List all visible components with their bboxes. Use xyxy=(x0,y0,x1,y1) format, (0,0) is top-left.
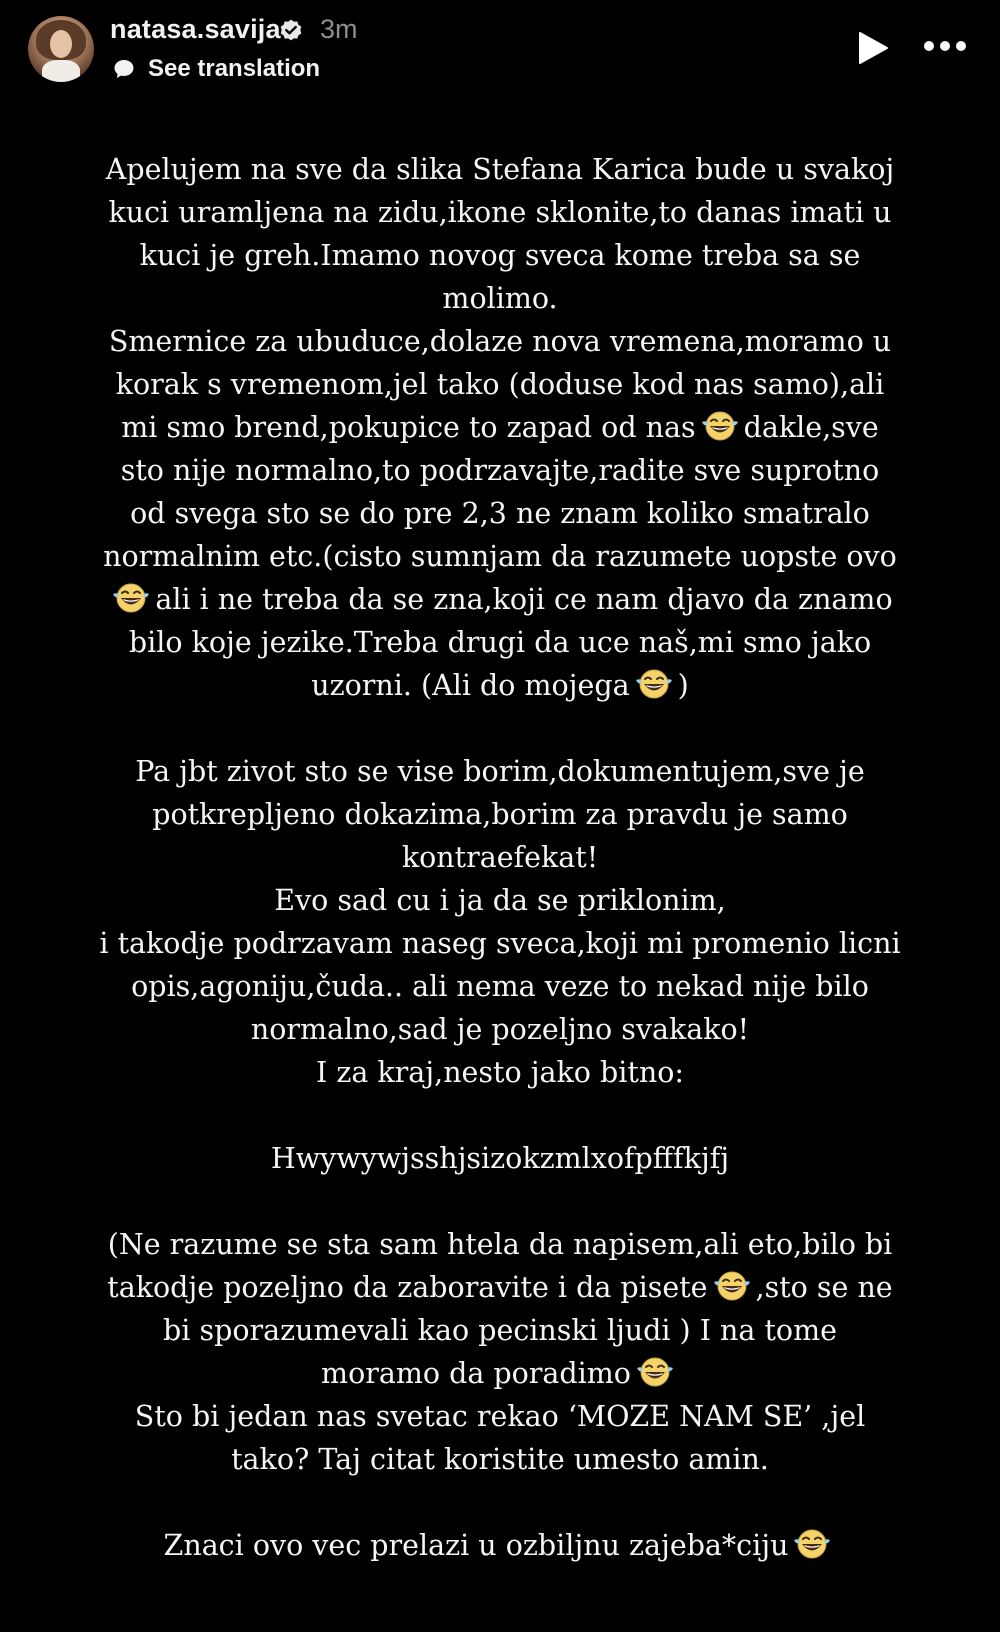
laughing-crying-emoji xyxy=(712,1269,752,1303)
blank-line xyxy=(40,1481,960,1524)
story-text-segment: Evo sad cu i ja da se priklonim, xyxy=(274,884,726,917)
story-text-segment: (Ne razume se sta sam htela da napisem,ali eto,bilo bi xyxy=(107,1228,893,1261)
story-text-line xyxy=(40,1524,960,1567)
story-text-segment: normalno,sad je pozeljno svakako! xyxy=(250,1013,750,1046)
laughing-crying-emoji xyxy=(111,581,151,615)
story-text-segment: mi smo brend,pokupice to zapad od nas xyxy=(121,411,696,444)
story-text-line xyxy=(40,277,960,320)
blank-line xyxy=(40,707,960,750)
story-text-segment: kuci je greh.Imamo novog sveca kome treba sa se xyxy=(139,239,861,272)
story-text-segment: Smernice za ubuduce,dolaze nova vremena,moramo u xyxy=(108,325,892,358)
see-translation-button[interactable] xyxy=(112,54,320,84)
avatar-face xyxy=(50,30,72,58)
story-text-segment: bilo koje jezike.Treba drugi da uce naš,mi smo jako xyxy=(128,626,872,659)
story-text-line xyxy=(40,363,960,406)
speech-bubble-icon xyxy=(112,57,136,81)
blank-line xyxy=(40,1094,960,1137)
story-text-line xyxy=(40,191,960,234)
story-text-line xyxy=(40,535,960,578)
story-text-segment: kuci uramljena na zidu,ikone sklonite,to danas imati u xyxy=(108,196,892,229)
story-text-segment: dakle,sve xyxy=(743,411,879,444)
story-text-segment: Znaci ovo vec prelazi u ozbiljnu zajeba*ciju xyxy=(163,1529,789,1562)
story-text-line xyxy=(40,922,960,965)
story-text-line xyxy=(40,1223,960,1266)
story-text-segment: korak s vremenom,jel tako (doduse kod nas samo),ali xyxy=(115,368,885,401)
laughing-crying-emoji xyxy=(634,667,674,701)
story-text-segment: sto nije normalno,to podrzavajte,radite sve suprotno xyxy=(120,454,880,487)
story-text-segment: Apelujem na sve da slika Stefana Karica bude u svakoj xyxy=(105,153,895,186)
story-text-line xyxy=(40,1309,960,1352)
laughing-crying-emoji xyxy=(700,409,740,443)
story-text-segment: ) xyxy=(677,669,689,702)
story-text-line xyxy=(40,879,960,922)
story-text-line xyxy=(40,578,960,621)
story-text-segment: tako? Taj citat koristite umesto amin. xyxy=(231,1443,769,1476)
verified-badge-icon xyxy=(278,18,304,44)
story-text-line xyxy=(40,1051,960,1094)
profile-avatar[interactable] xyxy=(28,16,94,82)
story-text-segment: normalnim etc.(cisto sumnjam da razumete uopste ovo xyxy=(103,540,897,573)
laughing-crying-emoji xyxy=(792,1527,832,1561)
story-text-segment: potkrepljeno dokazima,borim za pravdu je samo xyxy=(152,798,848,831)
post-time: 3m xyxy=(320,14,358,44)
story-text-line xyxy=(40,1137,960,1180)
username-link[interactable]: natasa.savija xyxy=(110,14,281,44)
story-text-line xyxy=(40,836,960,879)
story-text-segment: takodje pozeljno da zaboravite i da pisete xyxy=(107,1271,708,1304)
story-text-segment: opis,agoniju,čuda.. ali nema veze to nekad nije bilo xyxy=(131,970,869,1003)
story-text-segment: moramo da poradimo xyxy=(321,1357,631,1390)
story-text-line xyxy=(40,750,960,793)
story-text-segment: Pa jbt zivot sto se vise borim,dokumentujem,sve je xyxy=(135,755,865,788)
story-text-segment: bi sporazumevali kao pecinski ljudi ) I na tome xyxy=(163,1314,837,1347)
story-text-line xyxy=(40,320,960,363)
story-text-segment: Sto bi jedan nas svetac rekao ‘MOZE NAM SE’ ,jel xyxy=(134,1400,866,1433)
laughing-crying-emoji xyxy=(635,1355,675,1389)
story-text-line xyxy=(40,1008,960,1051)
story-text-line xyxy=(40,148,960,191)
story-text-line xyxy=(40,664,960,707)
story-text-line xyxy=(40,1352,960,1395)
story-text-line xyxy=(40,492,960,535)
story-text-segment: molimo. xyxy=(442,282,558,315)
story-text-body xyxy=(40,148,960,1567)
story-text-line xyxy=(40,449,960,492)
story-text-segment: ,sto se ne xyxy=(755,1271,893,1304)
story-header xyxy=(0,0,1000,100)
story-text-segment: i takodje podrzavam naseg sveca,koji mi promenio licni xyxy=(99,927,901,960)
story-text-segment: kontraefekat! xyxy=(401,841,599,874)
more-options-icon[interactable] xyxy=(922,36,968,56)
story-text-line xyxy=(40,234,960,277)
story-text-line xyxy=(40,793,960,836)
story-text-line xyxy=(40,1438,960,1481)
story-text-line xyxy=(40,621,960,664)
blank-line xyxy=(40,1180,960,1223)
play-icon[interactable] xyxy=(856,30,890,66)
story-text-line xyxy=(40,1266,960,1309)
story-text-segment: Hwywywjsshjsizokzmlxofpfffkjfj xyxy=(270,1142,730,1175)
story-text-line xyxy=(40,1395,960,1438)
story-text-segment: I za kraj,nesto jako bitno: xyxy=(316,1056,684,1089)
story-text-segment: uzorni. (Ali do mojega xyxy=(311,669,630,702)
avatar-dress xyxy=(42,60,80,82)
see-translation-label: See translation xyxy=(148,55,321,82)
story-text-segment: od svega sto se do pre 2,3 ne znam koliko smatralo xyxy=(130,497,870,530)
story-text-line xyxy=(40,965,960,1008)
story-text-segment: ali i ne treba da se zna,koji ce nam djavo da znamo xyxy=(155,583,893,616)
story-text-line xyxy=(40,406,960,449)
